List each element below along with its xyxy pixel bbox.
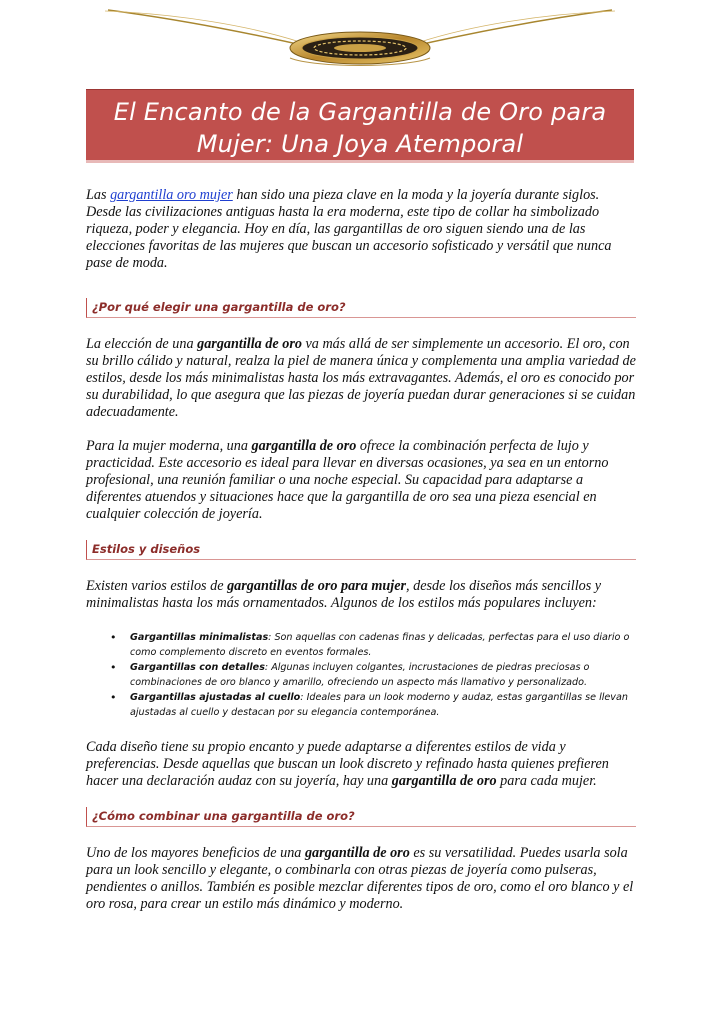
intro-prefix: Las (86, 187, 111, 203)
list-item (110, 660, 636, 690)
text-run: Para la mujer moderna, una (86, 438, 252, 454)
text-run: ofrece la combinación perfecta de lujo y practicidad. Este accesorio es ideal para llevar en diversas ocasiones, ya sea en un entorno profesional, una reunión familiar o una noche especial. Su capacidad para adaptarse a diferentes atuendos y situaciones hace que la gargantilla de oro sea una pieza esencial en cualquier colección de joyería. (86, 438, 609, 522)
bold-keyword: gargantilla de oro (304, 845, 410, 861)
list-item (110, 690, 636, 720)
list-item-term: Gargantillas con detalles (130, 662, 265, 673)
intro-paragraph (86, 187, 636, 272)
text-run: La elección de una (86, 336, 198, 352)
bold-keyword: gargantillas de oro para mujer (227, 578, 407, 594)
text-run: va más allá de ser simplemente un accesorio. El oro, con su brillo cálido y natural, realza la piel de manera única y complementa una amplia variedad de estilos, desde los más minimalistas hasta los más extravagantes. Además, el oro es conocido por su durabilidad, lo que asegura que las piezas de joyería puedan durar generaciones si se cuidan adecuadamente. (86, 336, 636, 420)
article-body (86, 187, 636, 913)
styles-paragraph-2 (86, 739, 636, 790)
list-item-term: Gargantillas ajustadas al cuello (130, 692, 301, 703)
bullet-icon: • (110, 661, 117, 674)
list-item-text: : Son aquellas con cadenas finas y delicadas, perfectas para el uso diario o como complemento discreto en eventos formales. (130, 632, 630, 658)
why-paragraph-2 (86, 438, 636, 523)
bold-keyword: gargantilla de oro (197, 336, 302, 352)
bold-keyword: gargantilla de oro (391, 773, 497, 789)
text-run: , desde los diseños más sencillos y minimalistas hasta los más ornamentados. Algunos de los estilos más populares incluyen: (86, 578, 602, 611)
title-banner (86, 89, 634, 163)
title-line-2: Mujer: Una Joya Atemporal (196, 130, 524, 158)
text-run: es su versatilidad. Puedes usarla sola para un look sencillo y elegante, o combinarla con otras piezas de joyería como pulseras, pendientes o anillos. También es posible mezclar diferentes tipos de oro, como el oro blanco y el oro rosa, para crear un estilo más dinámico y moderno. (86, 845, 634, 912)
list-item-text: : Ideales para un look moderno y audaz, estas gargantillas se llevan ajustadas al cuello y destacan por su elegancia contemporánea. (130, 692, 628, 718)
styles-list (86, 630, 636, 720)
styles-paragraph-1 (86, 578, 636, 612)
text-run: Uno de los mayores beneficios de una (86, 845, 305, 861)
gargantilla-oro-mujer-link[interactable]: gargantilla oro mujer (110, 187, 233, 203)
bullet-icon: • (110, 631, 117, 644)
list-item-text: : Algunas incluyen colgantes, incrustaciones de piedras preciosas o combinaciones de oro blanco y amarillo, ofreciendo un aspecto más llamativo y personalizado. (130, 662, 590, 688)
text-run: Existen varios estilos de (86, 578, 228, 594)
bullet-icon: • (110, 691, 117, 704)
list-item (110, 630, 636, 660)
section-heading-styles: Estilos y diseños (86, 540, 636, 560)
list-item-term: Gargantillas minimalistas (130, 632, 269, 643)
bold-keyword: gargantilla de oro (251, 438, 357, 454)
section-heading-combine: ¿Cómo combinar una gargantilla de oro? (86, 807, 636, 827)
intro-rest: han sido una pieza clave en la moda y la joyería durante siglos. Desde las civilizaciones antiguas hasta la era moderna, este tipo de collar ha simbolizado riqueza, poder y elegancia. Hoy en día, las gargantillas de oro siguen siendo una de las elecciones favoritas de las mujeres que buscan un accesorio sofisticado y versátil que nunca pase de moda. (86, 187, 612, 271)
gold-necklace-image (100, 0, 620, 78)
why-paragraph-1 (86, 336, 636, 421)
section-heading-why: ¿Por qué elegir una gargantilla de oro? (86, 298, 636, 318)
title-line-1: El Encanto de la Gargantilla de Oro para (113, 98, 607, 126)
page-title (86, 90, 634, 160)
combine-paragraph-1 (86, 845, 636, 913)
text-run: para cada mujer. (496, 773, 597, 789)
text-run: Cada diseño tiene su propio encanto y puede adaptarse a diferentes estilos de vida y preferencias. Desde aquellas que buscan un look discreto y refinado hasta quienes prefieren hacer una declaración audaz con su joyería, hay una (86, 739, 609, 789)
